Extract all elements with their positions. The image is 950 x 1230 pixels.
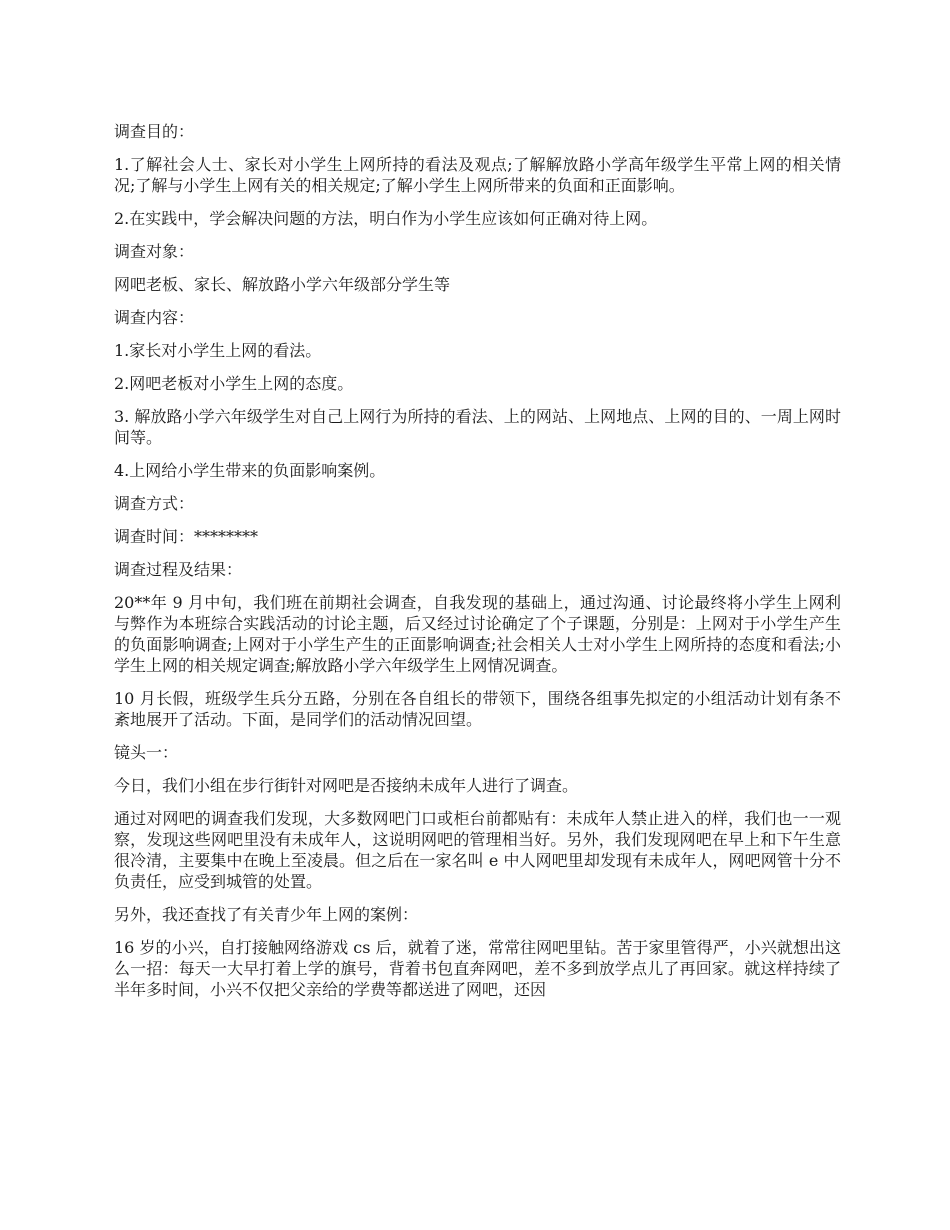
survey-time: 调查时间：********	[114, 527, 259, 546]
cases-intro: 另外，我还查找了有关青少年上网的案例：	[114, 905, 419, 924]
heading-purpose: 调查目的：	[114, 122, 195, 141]
content-item-2: 2.网吧老板对小学生上网的态度。	[114, 374, 354, 393]
heading-subjects: 调查对象：	[114, 242, 195, 261]
subjects-text: 网吧老板、家长、解放路小学六年级部分学生等	[114, 275, 451, 294]
document-page	[114, 121, 841, 1012]
content-item-3: 3. 解放路小学六年级学生对自己上网行为所持的看法、上的网站、上网地点、上网的目的、一周上网时间等。	[114, 407, 841, 447]
heading-content: 调查内容：	[114, 308, 195, 327]
purpose-item-2: 2.在实践中，学会解决问题的方法，明白作为小学生应该如何正确对待上网。	[114, 209, 658, 228]
heading-method: 调查方式：	[114, 494, 195, 513]
purpose-item-1: 1.了解社会人士、家长对小学生上网所持的看法及观点;了解解放路小学高年级学生平常上网的相关情况;了解与小学生上网有关的相关规定;了解小学生上网所带来的负面和正面影响。	[114, 155, 841, 195]
process-paragraph-2: 10 月长假，班级学生兵分五路，分别在各自组长的带领下，围绕各组事先拟定的小组活动计划有条不紊地展开了活动。下面，是同学们的活动情况回望。	[114, 689, 841, 729]
scene-one-paragraph-1: 今日，我们小组在步行街针对网吧是否接纳未成年人进行了调查。	[114, 776, 579, 795]
content-item-4: 4.上网给小学生带来的负面影响案例。	[114, 461, 386, 480]
process-paragraph-1: 20**年 9 月中旬，我们班在前期社会调查，自我发现的基础上，通过沟通、讨论最终将小学生上网利与弊作为本班综合实践活动的讨论主题，后又经过讨论确定了个子课题，分别是：上网对于小学生产生的负面影响调查;上网对于小学生产生的正面影响调查;社会相关人士对小学生上网所持的态度和看法;小学生上网的相关规定调查;解放路小学六年级学生上网情况调查。	[114, 593, 841, 675]
scene-one-paragraph-2: 通过对网吧的调查我们发现，大多数网吧门口或柜台前都贴有：未成年人禁止进入的样，我们也一一观察，发现这些网吧里没有未成年人，这说明网吧的管理相当好。另外，我们发现网吧在早上和下午生意很冷清，主要集中在晚上至凌晨。但之后在一家名叫 e 中人网吧里却发现有未成年人，网吧网管十分不负责任，应受到城管的处置。	[114, 809, 841, 891]
heading-process-results: 调查过程及结果：	[114, 560, 243, 579]
heading-scene-one: 镜头一：	[114, 743, 179, 762]
content-item-1: 1.家长对小学生上网的看法。	[114, 341, 322, 360]
case-paragraph: 16 岁的小兴，自打接触网络游戏 cs 后，就着了迷，常常往网吧里钻。苦于家里管得严，小兴就想出这么一招：每天一大早打着上学的旗号，背着书包直奔网吧，差不多到放学点儿了再回家。就这样持续了半年多时间，小兴不仅把父亲给的学费等都送进了网吧，还因	[114, 938, 841, 999]
